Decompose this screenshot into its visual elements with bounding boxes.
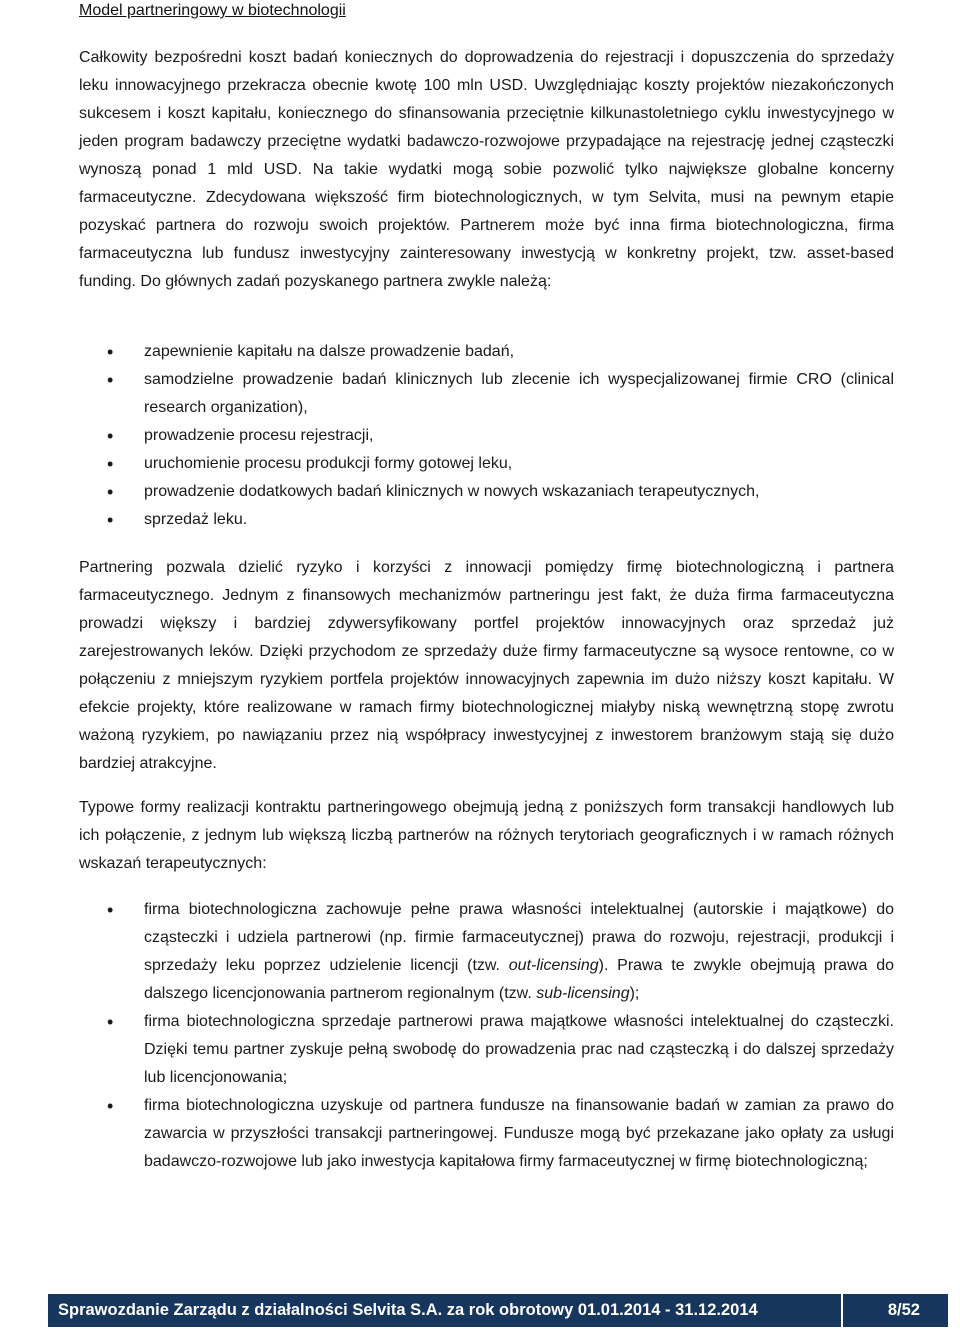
page-number: 8/52: [887, 1301, 920, 1319]
list-item: • samodzielne prowadzenie badań klinicznych lub zlecenie ich wyspecjalizowanej firmie CRO (clinical research organization),: [79, 366, 894, 422]
forms-list: [79, 896, 894, 1176]
list-item: • prowadzenie dodatkowych badań klinicznych w nowych wskazaniach terapeutycznych,: [79, 478, 894, 506]
page-footer: [48, 1294, 948, 1327]
section-heading: Model partneringowy w biotechnologii: [79, 2, 346, 19]
list-item: • firma biotechnologiczna sprzedaje partnerowi prawa majątkowe własności intelektualnej do cząsteczki. Dzięki temu partner zyskuje pełną swobodę do prowadzenia prac nad cząsteczką i do dalszej sprzedaży lub licencjonowania;: [79, 1008, 894, 1092]
paragraph-forms: Typowe formy realizacji kontraktu partneringowego obejmują jedną z poniższych form transakcji handlowych lub ich połączenie, z jednym lub większą liczbą partnerów na różnych terytoriach geograficznych i w ramach różnych wskazań terapeutycznych:: [79, 799, 894, 872]
list-item: • sprzedaż leku.: [79, 506, 894, 534]
paragraph-partnering: Partnering pozwala dzielić ryzyko i korzyści z innowacji pomiędzy firmę biotechnologiczną i partnera farmaceutycznego. Jednym z finansowych mechanizmów partneringu jest fakt, że duża firma farmaceutyczna prowadzi większy i bardziej zdywersyfikowany portfel projektów innowacyjnych oraz sprzedaż już zarejestrowanych leków. Dzięki przychodom ze sprzedaży duże firmy farmaceutyczne są wysoce rentowne, co w połączeniu z mniejszym ryzykiem portfela projektów innowacyjnych zapewnia im dużo niższy koszt kapitału. W efekcie projekty, które realizowane w ramach firmy biotechnologicznej miałyby niską wewnętrzną stopę zwrotu ważoną ryzykiem, po nawiązaniu przez nią współpracy inwestycyjnej z inwestorem branżowym stają się dużo bardziej atrakcyjne.: [79, 559, 894, 772]
list-item: • firma biotechnologiczna uzyskuje od partnera fundusze na finansowanie badań w zamian za prawo do zawarcia w przyszłości transakcji partneringowej. Fundusze mogą być przekazane jako opłaty za usługi badawczo-rozwojowe lub jako inwestycja kapitałowa firmy farmaceutycznej w firmę biotechnologiczną;: [79, 1092, 894, 1176]
footer-title: Sprawozdanie Zarządu z działalności Selvita S.A. za rok obrotowy 01.01.2014 - 31.12.2014: [58, 1301, 758, 1319]
tasks-list: [79, 338, 894, 534]
list-item: • zapewnienie kapitału na dalsze prowadzenie badań,: [79, 338, 894, 366]
list-item: • firma biotechnologiczna zachowuje pełne prawa własności intelektualnej (autorskie i majątkowe) do cząsteczki i udziela partnerowi (np. firmie farmaceutycznej) prawa do rozwoju, rejestracji, produkcji i sprzedaży leku poprzez udzielenie licencji (tzw. out-licensing). Prawa te zwykle obejmują prawa do dalszego licencjonowania partnerom regionalnym (tzw. sub-licensing);: [79, 896, 894, 1008]
list-item: • prowadzenie procesu rejestracji,: [79, 422, 894, 450]
paragraph-intro: Całkowity bezpośredni koszt badań koniecznych do doprowadzenia do rejestracji i dopuszczenia do sprzedaży leku innowacyjnego przekracza obecnie kwotę 100 mln USD. Uwzględniając koszty projektów niezakończonych sukcesem i koszt kapitału, koniecznego do sfinansowania przeciętnie kilkunastoletniego cyklu inwestycyjnego w jeden program badawczy przeciętne wydatki badawczo-rozwojowe przypadające na rejestrację jednej cząsteczki wynoszą ponad 1 mld USD. Na takie wydatki mogą sobie pozwolić tylko największe globalne koncerny farmaceutyczne. Zdecydowana większość firm biotechnologicznych, w tym Selvita, musi na pewnym etapie pozyskać partnera do rozwoju swoich projektów. Partnerem może być inna firma biotechnologiczna, firma farmaceutyczna lub fundusz inwestycyjny zainteresowany inwestycją w konkretny projekt, tzw. asset-based funding. Do głównych zadań pozyskanego partnera zwykle należą:: [79, 49, 894, 290]
list-item: • uruchomienie procesu produkcji formy gotowej leku,: [79, 450, 894, 478]
footer-divider: [841, 1294, 843, 1327]
